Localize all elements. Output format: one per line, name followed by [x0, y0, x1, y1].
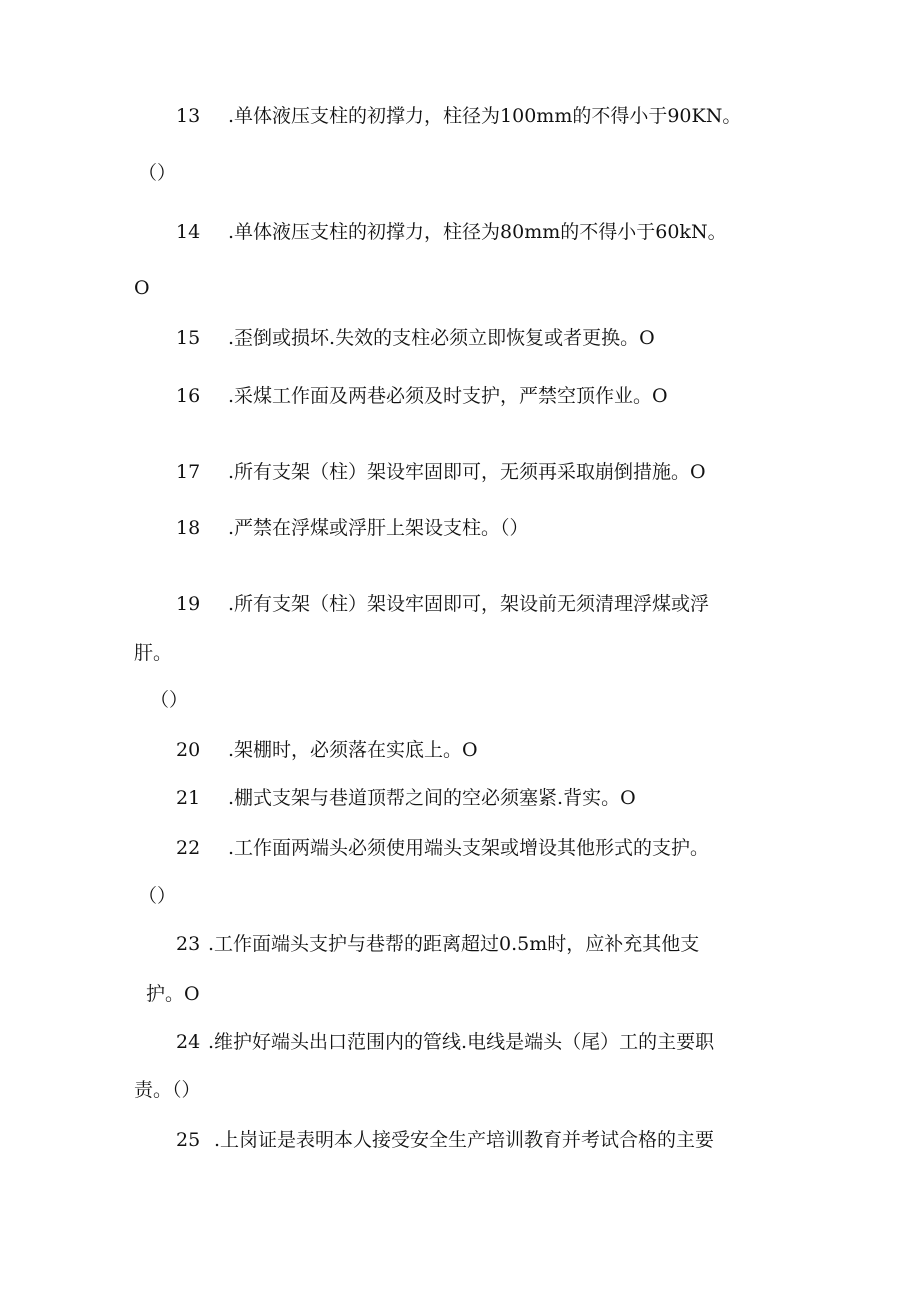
- question-number: 14: [176, 221, 201, 243]
- question-number: 19: [176, 593, 201, 615]
- question-number: 21: [176, 787, 201, 809]
- question-text: .歪倒或损坏.失效的支柱必须立即恢复或者更换。O: [228, 327, 655, 349]
- question-number: 17: [176, 461, 201, 483]
- question-text-continuation: 肝。: [134, 642, 173, 664]
- question-text: .上岗证是表明本人接受安全生产培训教育并考试合格的主要: [214, 1129, 715, 1151]
- question-text: .采煤工作面及两巷必须及时支护，严禁空顶作业。O: [228, 385, 668, 407]
- question-number: 16: [176, 385, 201, 407]
- question-number: 23: [176, 933, 201, 955]
- question-number: 22: [176, 837, 201, 859]
- question-number: 25: [176, 1129, 201, 1151]
- question-number: 13: [176, 105, 201, 127]
- question-text: .棚式支架与巷道顶帮之间的空必须塞紧.背实。O: [228, 787, 636, 809]
- question-text-continuation: 护。O: [146, 983, 200, 1005]
- question-number: 15: [176, 327, 201, 349]
- question-text: .单体液压支柱的初撑力，柱径为80mm的不得小于60kN。: [228, 221, 727, 243]
- question-text: .架棚时，必须落在实底上。O: [228, 739, 478, 761]
- question-text: .所有支架（柱）架设牢固即可，架设前无须清理浮煤或浮: [228, 593, 710, 615]
- question-text: .工作面两端头必须使用端头支架或增设其他形式的支护。: [228, 837, 710, 859]
- question-answer-blank: （）: [138, 162, 177, 184]
- question-text: .严禁在浮煤或浮肝上架设支柱。（）: [228, 517, 529, 539]
- question-answer-blank: O: [134, 277, 150, 299]
- question-number: 20: [176, 739, 201, 761]
- question-answer-blank: （）: [138, 885, 177, 907]
- question-text: .维护好端头出口范围内的管线.电线是端头（尾）工的主要职: [208, 1031, 715, 1053]
- question-text: .所有支架（柱）架设牢固即可，无须再采取崩倒措施。O: [228, 461, 706, 483]
- question-number: 24: [176, 1031, 201, 1053]
- question-text: .单体液压支柱的初撑力，柱径为100mm的不得小于90KN。: [228, 105, 742, 127]
- question-text-continuation: 责。（）: [134, 1079, 201, 1101]
- question-number: 18: [176, 517, 201, 539]
- question-text: .工作面端头支护与巷帮的距离超过0.5m时，应补充其他支: [208, 933, 700, 955]
- question-answer-blank: （）: [150, 689, 189, 711]
